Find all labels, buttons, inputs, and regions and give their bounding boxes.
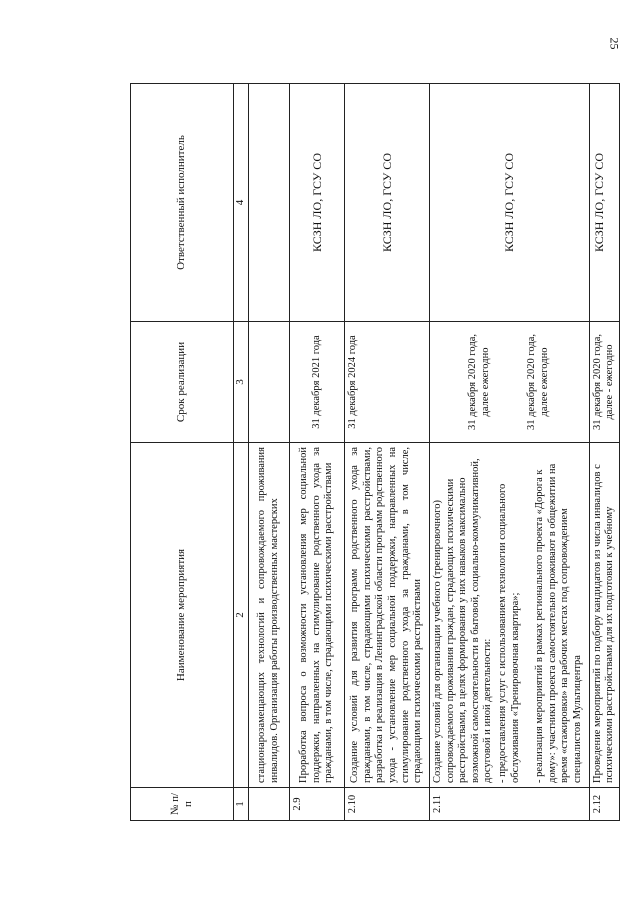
measures-table <box>130 83 620 821</box>
table-row <box>290 84 345 821</box>
row-exec: КСЗН ЛО, ГСУ СО <box>589 84 619 322</box>
column-number: 4 <box>234 84 249 322</box>
row-num <box>249 788 290 821</box>
row-num: 2.10 <box>345 788 430 821</box>
row-srok: 31 декабря 2021 года <box>290 322 345 443</box>
row-exec: КСЗН ЛО, ГСУ СО <box>345 84 430 322</box>
row-exec: КСЗН ЛО, ГСУ СО <box>430 84 590 322</box>
row-name-paragraph: Создание условий для организации учебного (тренировочного) сопровождаемого проживания граждан, страдающих психическими расстройствами, в целях формирования у них навыков максимально возможной самостоятельности в бытовой, социально-коммуникативной, досуговой и иной деятельности: <box>432 458 494 783</box>
table-header-row <box>131 84 234 821</box>
header-name: Наименование мероприятия <box>131 443 234 788</box>
row-srok: 31 декабря 2024 года <box>345 322 430 443</box>
rotated-table-container <box>130 83 616 821</box>
table-row <box>345 84 430 821</box>
table-row <box>430 84 590 821</box>
row-name <box>430 443 590 788</box>
row-srok: 31 декабря 2020 года, далее - ежегодно <box>589 322 619 443</box>
row-num: 2.9 <box>290 788 345 821</box>
column-number: 1 <box>234 788 249 821</box>
header-exec: Ответственный исполнитель <box>131 84 234 322</box>
row-name: Создание условий для развития программ родственного ухода за гражданами, в том числе, страдающими психическими расстройствами, разработка и реализация в Ленинградской области программ родственного ухода - установление мер социальной поддержки, направленных на стимулирование родственного ухода за гражданами, в том числе, страдающими психическими расстройствами <box>345 443 430 788</box>
header-num: № п/п <box>131 788 234 821</box>
table-row <box>589 84 619 821</box>
row-srok <box>430 322 590 443</box>
row-srok-item: 31 декабря 2020 года, далее ежегодно <box>526 333 550 431</box>
row-name: стационарозамещающих технологий и сопровождаемого проживания инвалидов. Организация работы производственных мастерских <box>249 443 290 788</box>
row-srok-item: 31 декабря 2020 года, далее ежегодно <box>467 333 491 431</box>
header-srok: Срок реализации <box>131 322 234 443</box>
row-num: 2.12 <box>589 788 619 821</box>
row-num: 2.11 <box>430 788 590 821</box>
page-number: 25 <box>607 37 622 50</box>
row-exec <box>249 84 290 322</box>
row-name-paragraph: - предоставления услуг с использованием технологии социального обслуживания «Тренировочная квартира»; <box>496 483 521 783</box>
column-number: 2 <box>234 443 249 788</box>
column-numbers-row <box>234 84 249 821</box>
column-number: 3 <box>234 322 249 443</box>
row-name: Проработка вопроса о возможности установления мер социальной поддержки, направленных на стимулирование родственного ухода за гражданами, в том числе, страдающими психическими расстройствами <box>290 443 345 788</box>
row-srok <box>249 322 290 443</box>
row-exec: КСЗН ЛО, ГСУ СО <box>290 84 345 322</box>
row-name: Проведение мероприятий по подбору кандидатов из числа инвалидов с психическими расстройствами для их подготовки к учебному <box>589 443 619 788</box>
row-name-paragraph: - реализация мероприятий в рамках регионального проекта «Дорога к дому»: участники проекта самостоятельно проживают в общежитии на время «стажировки» на рабочих местах под сопровождением специалистов Мультицентра <box>534 463 583 783</box>
table-row <box>249 84 290 821</box>
